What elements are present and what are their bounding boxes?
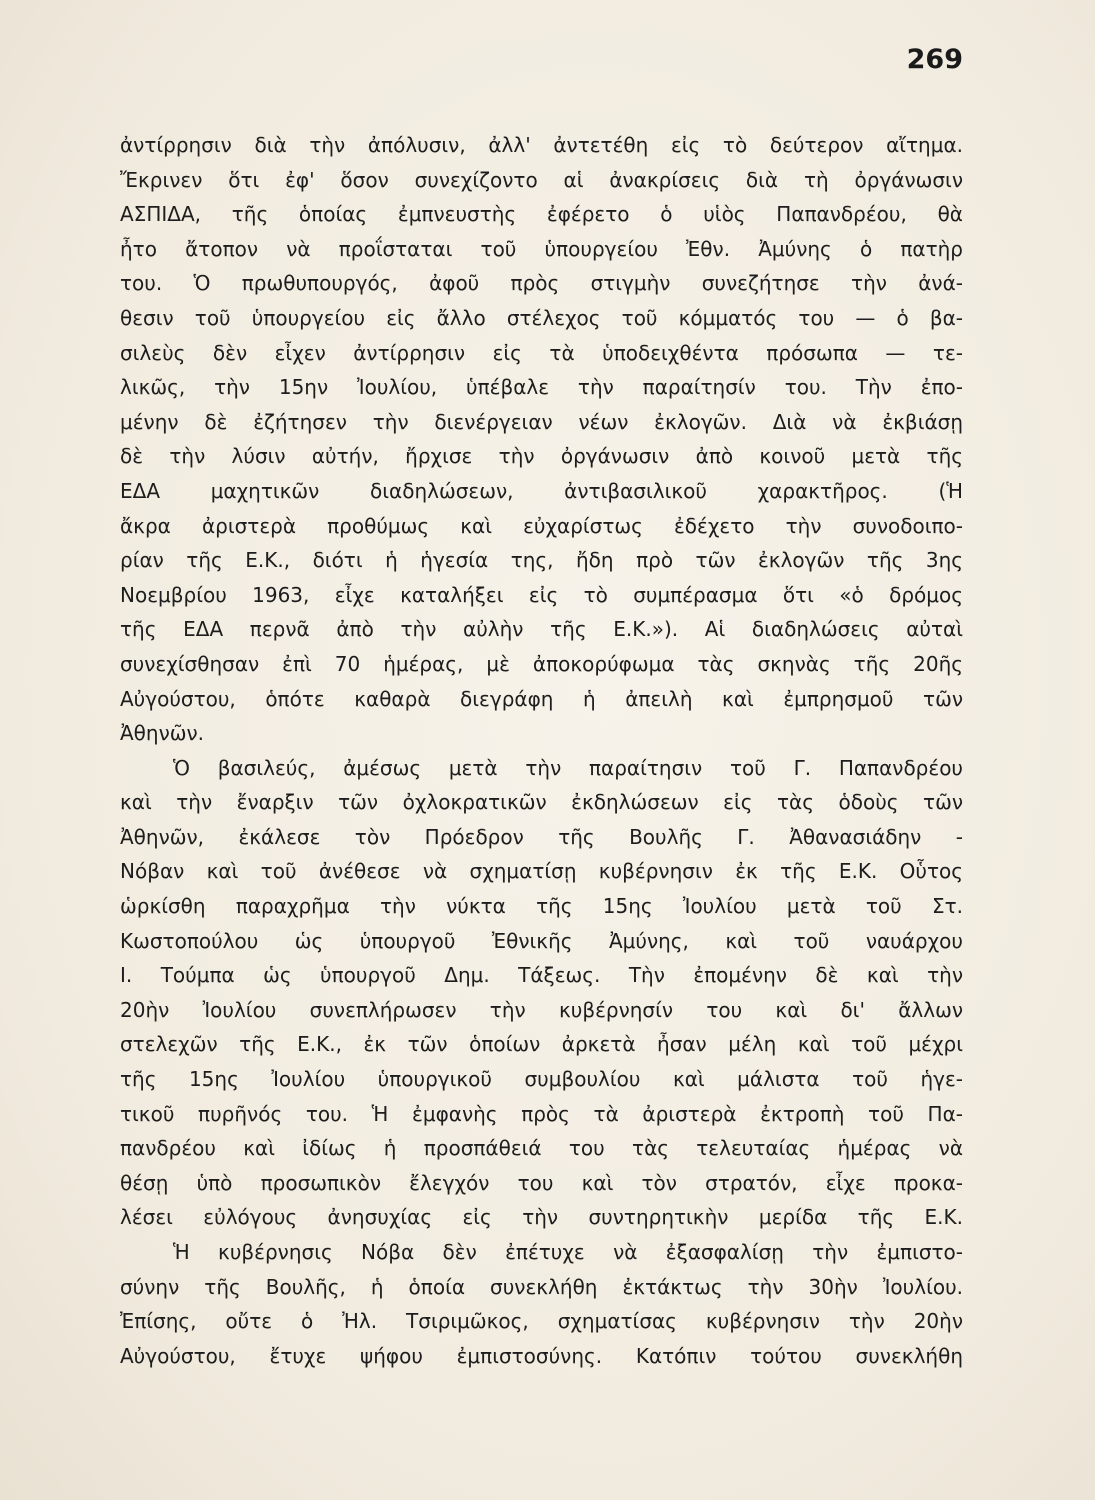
text-line: θεσιν τοῦ ὑπουργείου εἰς ἄλλο στέλεχος τοῦ κόμματός του — ὁ βα- — [120, 305, 963, 330]
text-line: Νόβαν καὶ τοῦ ἀνέθεσε νὰ σχηματίσῃ κυβέρνησιν ἐκ τῆς Ε.Κ. Οὗτος — [120, 859, 963, 884]
text-line: ἀντίρρησιν διὰ τὴν ἀπόλυσιν, ἀλλ' ἀντετέθη εἰς τὸ δεύτερον αἴτημα. — [120, 133, 963, 157]
text-line: Ἀθηνῶν. — [120, 721, 205, 746]
text-line: Αὐγούστου, ἔτυχε ψήφου ἐμπιστοσύνης. Κατόπιν τούτου συνεκλήθη — [120, 1343, 963, 1368]
text-line: πανδρέου καὶ ἰδίως ἡ προσπάθειά του τὰς τελευταίας ἡμέρας νὰ — [120, 1136, 963, 1161]
text-line: ΕΔΑ μαχητικῶν διαδηλώσεων, ἀντιβασιλικοῦ χαρακτῆρος. (Ἡ — [120, 478, 963, 503]
text-line: ΑΣΠΙΔΑ, τῆς ὁποίας ἐμπνευστὴς ἐφέρετο ὁ υἱὸς Παπανδρέου, θὰ — [120, 202, 963, 227]
body-text — [120, 128, 963, 1373]
text-line: καὶ τὴν ἔναρξιν τῶν ὀχλοκρατικῶν ἐκδηλώσεων εἰς τὰς ὁδοὺς τῶν — [120, 790, 963, 815]
text-line: σιλεὺς δὲν εἶχεν ἀντίρρησιν εἰς τὰ ὑποδειχθέντα πρόσωπα — τε- — [120, 340, 963, 365]
text-line: τικοῦ πυρῆνός του. Ἡ ἐμφανὴς πρὸς τὰ ἀριστερὰ ἐκτροπὴ τοῦ Πα- — [120, 1101, 963, 1126]
text-line: ἄκρα ἀριστερὰ προθύμως καὶ εὐχαρίστως ἐδέχετο τὴν συνοδοιπο- — [120, 513, 963, 538]
text-line: τῆς 15ης Ἰουλίου ὑπουργικοῦ συμβουλίου καὶ μάλιστα τοῦ ἡγε- — [120, 1067, 963, 1092]
text-line: Αὐγούστου, ὁπότε καθαρὰ διεγράφη ἡ ἀπειλὴ καὶ ἐμπρησμοῦ τῶν — [120, 686, 963, 711]
text-line: Ὁ βασιλεύς, ἀμέσως μετὰ τὴν παραίτησιν τοῦ Γ. Παπανδρέου — [173, 755, 963, 780]
text-line: λικῶς, τὴν 15ην Ἰουλίου, ὑπέβαλε τὴν παραίτησίν του. Τὴν ἐπο- — [120, 375, 963, 400]
text-line: Ἡ κυβέρνησις Νόβα δὲν ἐπέτυχε νὰ ἐξασφαλίσῃ τὴν ἐμπιστο- — [173, 1240, 963, 1264]
text-line: 20ὴν Ἰουλίου συνεπλήρωσεν τὴν κυβέρνησίν του καὶ δι' ἄλλων — [120, 997, 963, 1022]
text-line: μένην δὲ ἐζήτησεν τὴν διενέργειαν νέων ἐκλογῶν. Διὰ νὰ ἐκβιάσῃ — [120, 409, 963, 434]
text-line: Ἐπίσης, οὔτε ὁ Ἠλ. Τσιριμῶκος, σχηματίσας κυβέρνησιν τὴν 20ὴν — [120, 1309, 963, 1334]
text-line: ἦτο ἄτοπον νὰ προΐσταται τοῦ ὑπουργείου Ἐθν. Ἀμύνης ὁ πατὴρ — [120, 236, 963, 261]
text-line: θέσῃ ὑπὸ προσωπικὸν ἔλεγχόν του καὶ τὸν στρατόν, εἶχε προκα- — [120, 1170, 963, 1195]
text-line: Νοεμβρίου 1963, εἶχε καταλήξει εἰς τὸ συμπέρασμα ὅτι «ὁ δρόμος — [120, 582, 963, 607]
text-line: τῆς ΕΔΑ περνᾶ ἀπὸ τὴν αὐλὴν τῆς Ε.Κ.»). Αἱ διαδηλώσεις αὐταὶ — [120, 617, 963, 642]
text-line: ὡρκίσθη παραχρῆμα τὴν νύκτα τῆς 15ης Ἰουλίου μετὰ τοῦ Στ. — [120, 894, 963, 919]
text-line: σύνην τῆς Βουλῆς, ἡ ὁποία συνεκλήθη ἐκτάκτως τὴν 30ὴν Ἰουλίου. — [120, 1274, 963, 1299]
text-line: λέσει εὐλόγους ἀνησυχίας εἰς τὴν συντηρητικὴν μερίδα τῆς Ε.Κ. — [120, 1205, 963, 1230]
text-line: Ι. Τούμπα ὡς ὑπουργοῦ Δημ. Τάξεως. Τὴν ἐπομένην δὲ καὶ τὴν — [120, 963, 963, 988]
text-line: ρίαν τῆς Ε.Κ., διότι ἡ ἡγεσία της, ἤδη πρὸ τῶν ἐκλογῶν τῆς 3ης — [120, 548, 963, 573]
text-line: του. Ὁ πρωθυπουργός, ἀφοῦ πρὸς στιγμὴν συνεζήτησε τὴν ἀνά- — [120, 271, 963, 296]
text-line: δὲ τὴν λύσιν αὐτήν, ἤρχισε τὴν ὀργάνωσιν ἀπὸ κοινοῦ μετὰ τῆς — [120, 444, 963, 469]
text-line: στελεχῶν τῆς Ε.Κ., ἐκ τῶν ὁποίων ἀρκετὰ ἦσαν μέλη καὶ τοῦ μέχρι — [120, 1032, 963, 1057]
text-line: Ἔκρινεν ὅτι ἐφ' ὅσον συνεχίζοντο αἱ ἀνακρίσεις διὰ τὴ ὀργάνωσιν — [120, 167, 963, 192]
text-line: Κωστοπούλου ὡς ὑπουργοῦ Ἐθνικῆς Ἀμύνης, καὶ τοῦ ναυάρχου — [120, 928, 963, 953]
text-line: συνεχίσθησαν ἐπὶ 70 ἡμέρας, μὲ ἀποκορύφωμα τὰς σκηνὰς τῆς 20ῆς — [120, 651, 963, 676]
page-number: 269 — [906, 44, 963, 75]
text-line: Ἀθηνῶν, ἐκάλεσε τὸν Πρόεδρον τῆς Βουλῆς Γ. Ἀθανασιάδην - — [120, 824, 963, 849]
